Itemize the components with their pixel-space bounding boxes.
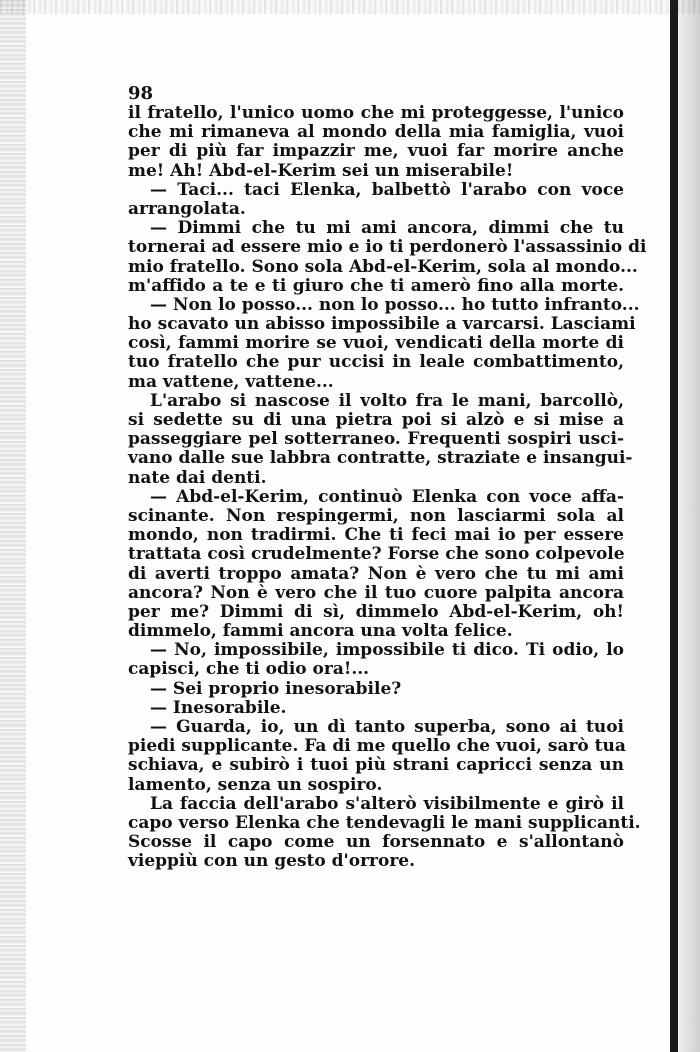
text-line: — Guarda, io, un dì tanto superba, sono ai tuoi bbox=[150, 717, 624, 737]
text-line: così, fammi morire se vuoi, vendicati della morte di bbox=[128, 333, 624, 354]
text-line: Scosse il capo come un forsennato e s'allontanò bbox=[128, 832, 624, 853]
text-line: tornerai ad essere mio e io ti perdonerò l'assassinio di bbox=[128, 237, 647, 258]
text-line: ancora? Non è vero che il tuo cuore palpita ancora bbox=[128, 582, 624, 603]
text-line: — Inesorabile. bbox=[150, 697, 287, 718]
text-line: vano dalle sue labbra contratte, straziate e insangui- bbox=[128, 448, 633, 469]
text-line: — Non lo posso... non lo posso... ho tutto infranto... bbox=[150, 294, 640, 315]
text-line: schiava, e subirò i tuoi più strani capricci senza un bbox=[128, 755, 624, 776]
text-line: — Abd-el-Kerim, continuò Elenka con voce affa- bbox=[150, 486, 624, 507]
text-line: tuo fratello che pur uccisi in leale combattimento, bbox=[128, 352, 624, 373]
scan-edge-right-shadow bbox=[678, 0, 700, 1052]
text-line: il fratello, l'unico uomo che mi proteggesse, l'unico bbox=[128, 103, 624, 123]
text-line: — Taci... taci Elenka, balbettò l'arabo con voce bbox=[150, 179, 624, 200]
text-line: trattata così crudelmente? Forse che sono colpevole bbox=[128, 544, 625, 565]
scan-edge-top bbox=[0, 0, 700, 14]
text-line: capo verso Elenka che tendevagli le mani supplicanti. bbox=[128, 812, 641, 833]
text-line: di averti troppo amata? Non è vero che tu mi ami bbox=[128, 563, 624, 584]
text-line: mondo, non tradirmi. Che ti feci mai io per essere bbox=[128, 525, 624, 546]
text-line: capisci, che ti odio ora!... bbox=[128, 659, 370, 680]
text-line: mio fratello. Sono sola Abd-el-Kerim, sola al mondo... bbox=[128, 256, 638, 277]
text-line: nate dai denti. bbox=[128, 467, 267, 488]
text-line: che mi rimaneva al mondo della mia famiglia, vuoi bbox=[128, 122, 624, 143]
text-line: per di più far impazzir me, vuoi far morire anche bbox=[128, 141, 624, 162]
text-line: scinante. Non respingermi, non lasciarmi sola al bbox=[128, 505, 624, 526]
text-line: piedi supplicante. Fa di me quello che vuoi, sarò tua bbox=[128, 736, 626, 757]
text-line: passeggiare pel sotterraneo. Frequenti sospiri usci- bbox=[128, 429, 624, 450]
text-line: — No, impossibile, impossibile ti dico. Ti odio, lo bbox=[150, 640, 624, 661]
scan-edge-right bbox=[670, 0, 678, 1052]
text-line: me! Ah! Abd-el-Kerim sei un miserabile! bbox=[128, 160, 514, 181]
text-line: lamento, senza un sospiro. bbox=[128, 774, 383, 795]
text-line: — Sei proprio inesorabile? bbox=[150, 678, 402, 699]
text-line: La faccia dell'arabo s'alterò visibilmente e girò il bbox=[150, 793, 624, 814]
text-line: ho scavato un abisso impossibile a varcarsi. Lasciami bbox=[128, 314, 636, 335]
text-line: si sedette su di una pietra poi si alzò e si mise a bbox=[128, 410, 624, 430]
body-text bbox=[128, 103, 647, 872]
text-line: vieppiù con un gesto d'orrore. bbox=[128, 851, 416, 872]
scan-edge-left bbox=[0, 0, 26, 1052]
text-line: — Dimmi che tu mi ami ancora, dimmi che tu bbox=[150, 218, 624, 239]
text-line: per me? Dimmi di sì, dimmelo Abd-el-Kerim, oh! bbox=[128, 601, 624, 622]
text-line: ma vattene, vattene... bbox=[128, 371, 334, 392]
text-line: L'arabo si nascose il volto fra le mani, barcollò, bbox=[150, 390, 624, 411]
text-line: dimmelo, fammi ancora una volta felice. bbox=[128, 621, 513, 642]
page-number: 98 bbox=[128, 83, 154, 104]
text-line: m'affido a te e ti giuro che ti amerò fino alla morte. bbox=[128, 275, 624, 296]
text-line: arrangolata. bbox=[128, 198, 246, 219]
